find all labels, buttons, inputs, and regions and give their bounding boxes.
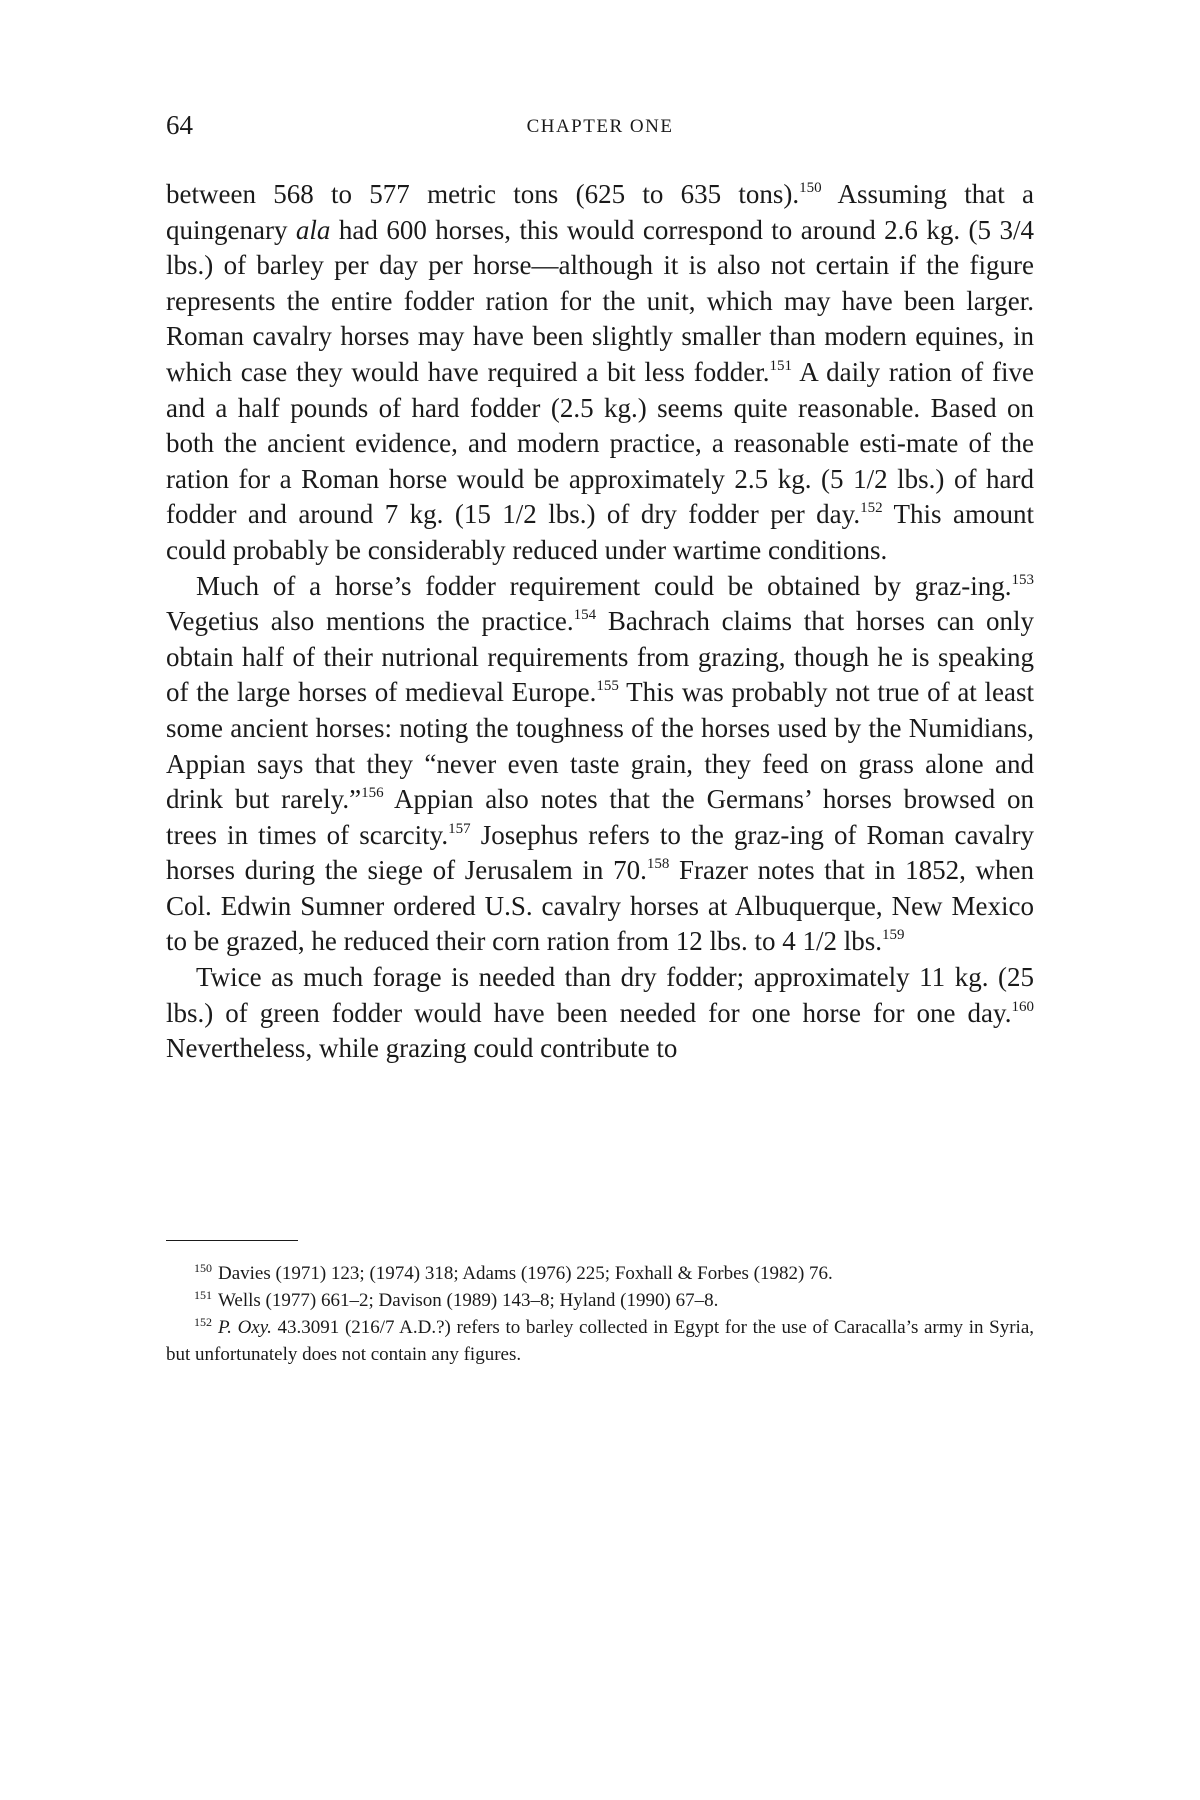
text-run: had 600 horses, this would correspond to around 2.6 kg. (5 3/4 lbs.) of barley per day per horse—although it is also not certain if the figure represents the entire fodder ration for the unit, which may have been larger. Roman cavalry horses may have been slightly smaller than modern equines, in which case they would have required a bit less fodder.	[166, 214, 1034, 387]
footnote-ref: 152	[860, 500, 883, 517]
text-run: Vegetius also mentions the practice.	[166, 606, 574, 637]
footnote-ref: 156	[361, 785, 384, 802]
paragraph	[166, 569, 1034, 961]
text-run: Bachrach claims that horses can only obtain half of their nutrional requirements from grazing, though he is speaking of the large horses of medieval Europe.	[166, 606, 1034, 708]
footnote-text	[218, 1290, 718, 1311]
footnote-ref: 158	[646, 856, 670, 873]
paragraph	[166, 177, 1034, 569]
text-run: Frazer notes that in 1852, when Col. Edwin Sumner ordered U.S. cavalry horses at Albuquerque, New Mexico to be grazed, he reduced their corn ration from 12 lbs. to 4 1/2 lbs.	[166, 855, 1034, 957]
text-run: Much of a horse’s fodder requirement could be obtained by graz-ing.	[196, 570, 1012, 601]
text-run: Davies (1971) 123; (1974) 318; Adams (1976) 225; Foxhall & Forbes (1982) 76.	[218, 1263, 833, 1284]
italic-text: P. Oxy.	[218, 1317, 272, 1338]
text-run: Assuming that a quingenary	[166, 179, 1035, 245]
footnote-ref: 155	[596, 678, 619, 695]
text-run: This was probably not true of at least some ancient horses: noting the toughness of the horses used by the Numidians, Appian says that they “never even taste grain, they feed on grass alone and drink but rarely.”	[166, 677, 1034, 815]
body-text	[166, 177, 1034, 1067]
footnote	[166, 1314, 1034, 1368]
text-run: Wells (1977) 661–2; Davison (1989) 143–8; Hyland (1990) 67–8.	[218, 1290, 719, 1311]
footnote-ref: 150	[799, 180, 822, 196]
italic-text: ala	[295, 214, 331, 245]
text-run: Nevertheless, while grazing could contribute to	[166, 1033, 678, 1064]
footnote-ref: 154	[573, 607, 597, 624]
page-number: 64	[166, 110, 193, 140]
footnote	[166, 1260, 1034, 1287]
page-header	[166, 110, 1034, 150]
footnote-text	[218, 1263, 833, 1284]
footnote	[166, 1287, 1034, 1314]
text-run: Appian also notes that the Germans’ horses browsed on trees in times of scarcity.	[166, 784, 1034, 850]
footnote-ref: 151	[769, 357, 792, 374]
footnote-number: 152	[194, 1315, 212, 1329]
footnote-number: 151	[194, 1288, 212, 1302]
footnote-text	[166, 1317, 1034, 1365]
running-head: CHAPTER ONE	[526, 116, 674, 137]
text-run: Twice as much forage is needed than dry fodder; approximately 11 kg. (25 lbs.) of green fodder would have been needed for one horse for one day.	[166, 962, 1034, 1028]
footnote-ref: 157	[448, 820, 471, 837]
footnote-number: 150	[194, 1261, 212, 1275]
text-run: A daily ration of five and a half pounds of hard fodder (2.5 kg.) seems quite reasonable. Based on both the ancient evidence, and modern practice, a reasonable esti-mate of the ration for a Roman horse would be approximately 2.5 kg. (5 1/2 lbs.) of hard fodder and around 7 kg. (15 1/2 lbs.) of dry fodder per day.	[166, 356, 1035, 530]
paragraph	[166, 960, 1034, 1067]
text-run: 43.3091 (216/7 A.D.?) refers to barley collected in Egypt for the use of Caracalla’s army in Syria, but unfortunately does not contain any figures.	[166, 1317, 1035, 1365]
footnote-ref: 153	[1011, 571, 1034, 588]
footnote-rule	[166, 1240, 298, 1241]
text-run: Josephus refers to the graz-ing of Roman cavalry horses during the siege of Jerusalem in 70.	[166, 819, 1035, 886]
text-run: between 568 to 577 metric tons (625 to 635 tons).	[166, 179, 800, 209]
footnotes	[166, 1260, 1035, 1365]
text-run: This amount could probably be considerably reduced under wartime conditions.	[166, 499, 1034, 565]
footnote-ref: 160	[1011, 998, 1034, 1015]
footnote-ref: 159	[882, 927, 905, 944]
